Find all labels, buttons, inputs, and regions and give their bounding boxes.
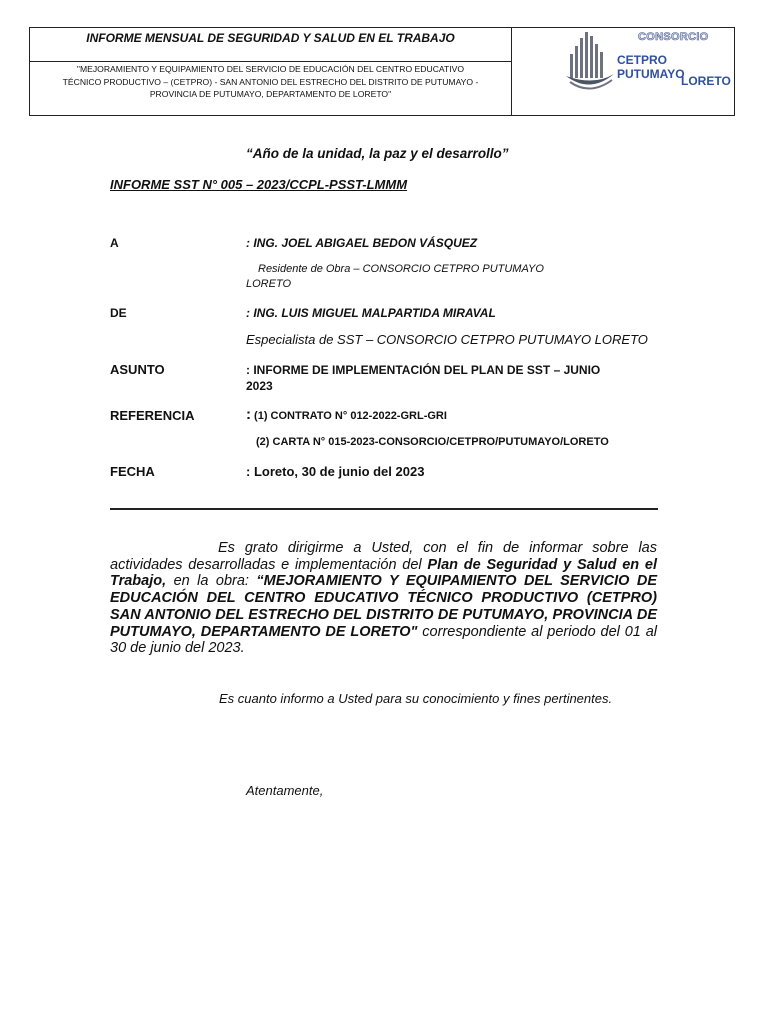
project-line: PROVINCIA DE PUTUMAYO, DEPARTAMENTO DE LORETO"	[149, 89, 392, 99]
body-period: correspondiente al periodo del 01 al 30 de junio del 2023.	[110, 623, 657, 657]
project-line: "MEJORAMIENTO Y EQUIPAMIENTO DEL SERVICIO DE EDUCACIÓN DEL CENTRO EDUCATIVO	[76, 64, 465, 74]
report-number: INFORME SST N° 005 – 2023/CCPL-PSST-LMMM	[110, 177, 408, 192]
signoff: Atentamente,	[246, 783, 324, 798]
year-motto: “Año de la unidad, la paz y el desarrollo”	[246, 146, 509, 161]
to-role-cont: LORETO	[246, 278, 292, 290]
reference-label: REFERENCIA	[110, 408, 195, 423]
logo-text-loreto: LORETO	[681, 74, 731, 88]
project-line: TÉCNICO PRODUCTIVO – (CETPRO) - SAN ANTONIO DEL ESTRECHO DEL DISTRITO DE PUTUMAYO -	[62, 76, 479, 87]
body-project-name: “MEJORAMIENTO Y EQUIPAMIENTO DEL SERVICIO DE EDUCACIÓN DEL CENTRO EDUCATIVO TÉCNICO PRODUCTIVO (CETPRO) SAN ANTONIO DEL ESTRECHO DEL DISTRITO DE PUTUMAYO, PROVINCIA DE PUTUMAYO, DEPARTAMENTO DE LORETO"	[110, 573, 658, 640]
from-role: Especialista de SST – CONSORCIO CETPRO PUTUMAYO LORETO	[246, 332, 648, 347]
logo-cell	[512, 28, 734, 115]
reference-value	[246, 406, 447, 424]
logo-text-consorcio: CONSORCIO	[638, 31, 709, 43]
project-name	[30, 63, 511, 101]
report-title: INFORME MENSUAL DE SEGURIDAD Y SALUD EN EL TRABAJO	[30, 28, 511, 62]
body-paragraph	[110, 540, 657, 657]
subject-value: : INFORME DE IMPLEMENTACIÓN DEL PLAN DE SST – JUNIO	[246, 363, 601, 377]
logo-text-cetpro: CETPRO PUTUMAYO	[617, 53, 685, 81]
separator-line	[110, 508, 658, 510]
from-name: : ING. LUIS MIGUEL MALPARTIDA MIRAVAL	[246, 306, 496, 320]
reference-colon: :	[246, 406, 251, 423]
date-label: FECHA	[110, 464, 155, 479]
reference-item-1: (1) CONTRATO N° 012-2022-GRL-GRI	[251, 410, 447, 422]
subject-value-cont: 2023	[246, 379, 273, 393]
document-header	[29, 27, 735, 116]
reference-item-2: (2) CARTA N° 015-2023-CONSORCIO/CETPRO/PUTUMAYO/LORETO	[256, 436, 609, 448]
to-name: : ING. JOEL ABIGAEL BEDON VÁSQUEZ	[246, 236, 478, 250]
subject-label: ASUNTO	[110, 362, 165, 377]
body-plan-name: Plan de Seguridad y Salud en el Trabajo,	[110, 556, 658, 590]
date-value: : Loreto, 30 de junio del 2023	[246, 464, 425, 479]
to-label: A	[110, 236, 119, 250]
to-role: Residente de Obra – CONSORCIO CETPRO PUTUMAYO	[258, 263, 544, 275]
body-connector: en la obra:	[166, 573, 257, 590]
closing-sentence: Es cuanto informo a Usted para su conocimiento y fines pertinentes.	[219, 691, 613, 706]
consortium-logo-icon	[564, 32, 616, 94]
header-text-cell	[30, 28, 512, 115]
body-intro: Es grato dirigirme a Usted, con el fin de informar sobre las actividades desarrolladas e implementación del	[110, 540, 657, 573]
from-label: DE	[110, 306, 127, 320]
